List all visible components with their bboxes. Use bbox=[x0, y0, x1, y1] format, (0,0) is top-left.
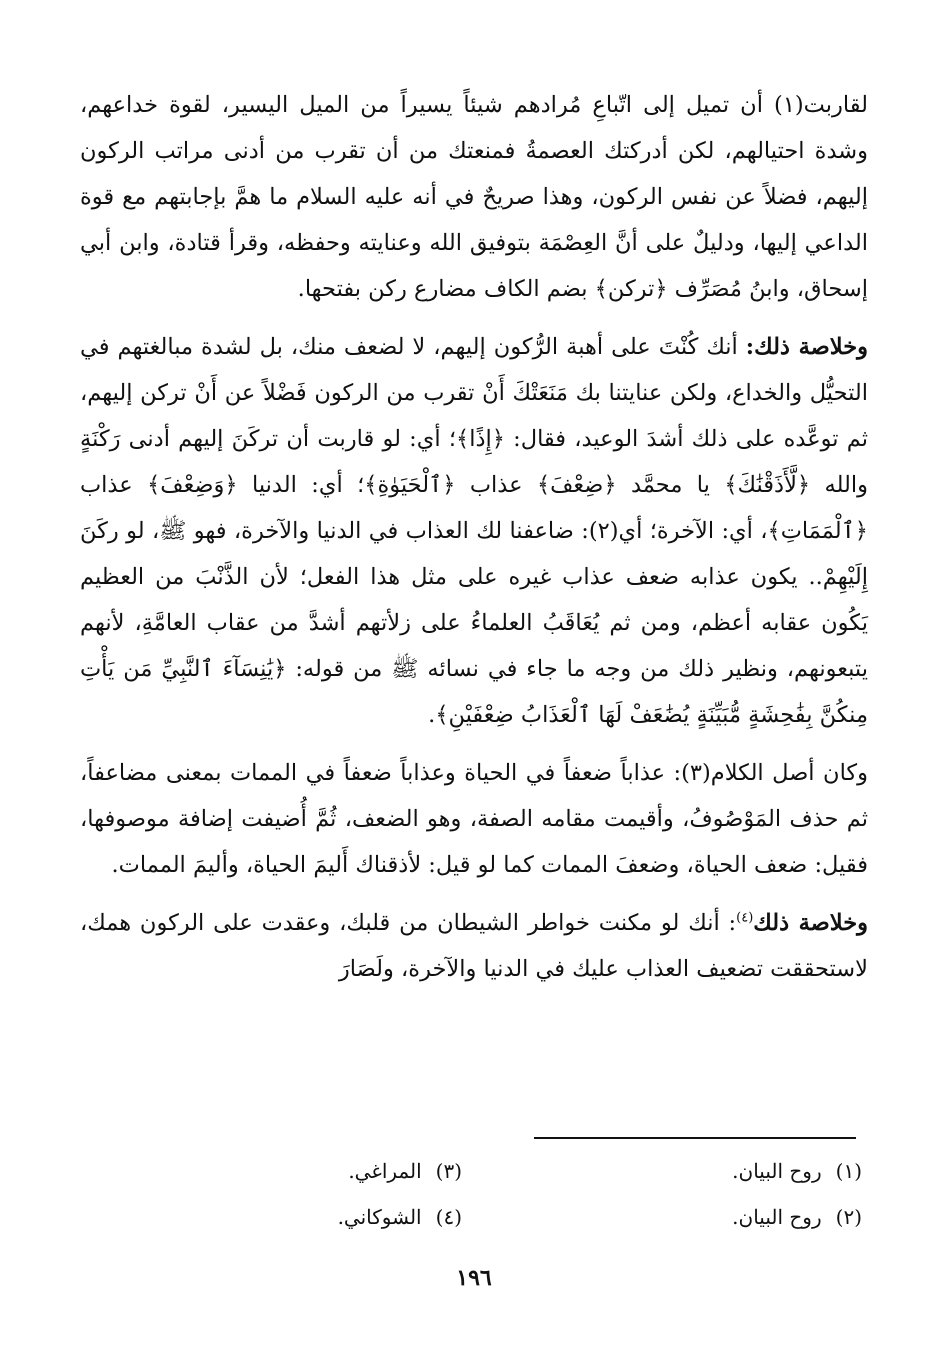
footnote-1 bbox=[462, 1154, 862, 1188]
footnote-1-number: (١) bbox=[835, 1159, 862, 1183]
page-body bbox=[80, 82, 868, 992]
page-number: ١٩٦ bbox=[456, 1265, 492, 1291]
paragraph-2 bbox=[80, 324, 868, 738]
footnote-2-number: (٢) bbox=[835, 1205, 862, 1229]
footnote-2 bbox=[462, 1200, 862, 1234]
paragraph-1-text: لقاربت(١) أن تميل إلى اتّباعِ مُرادهم شيئاً يسيراً من الميل اليسير، لقوة خداعهم، وشدة احتيالهم، لكن أدركتك العصمةُ فمنعتك من أن تقرب من أدنى مراتب الركون إليهم، فضلاً عن نفس الركون، وهذا صريحٌ في أنه عليه السلام ما همَّ بإجابتهم مع قوة الداعي إليها، ودليلٌ على أنَّ العِصْمَة بتوفيق الله وعنايته وحفظه، وقرأ قتادة، وابن أبي إسحاق، وابنُ مُصَرِّف ﴿تركن﴾ بضم الكاف مضارع ركن بفتحها. bbox=[80, 92, 868, 302]
paragraph-4-lead: وخلاصة ذلك bbox=[753, 910, 868, 936]
paragraph-4-text: : أنك لو مكنت خواطر الشيطان من قلبك، وعقدت على الركون همك، لاستحققت تضعيف العذاب عليك في الدنيا والآخرة، ولَصَارَ bbox=[80, 910, 868, 982]
footnote-4-number: (٤) bbox=[435, 1205, 462, 1229]
paragraph-2-text: أنك كُنْتَ على أهبة الرُّكون إليهم، لا لضعف منك، بل لشدة مبالغتهم في التحيُّل والخداع، ولكن عنايتنا بك مَنَعَتْكَ أَنْ تقرب من الركون فَضْلاً عن أَنْ تركن إليهم، ثم توعَّده على ذلك أشدَ الوعيد، فقال: ﴿إِذًا﴾؛ أي: لو قاربت أن تركَنَ إليهم أدنى رَكْنَةٍ والله ﴿لَّأَذَقْنَٰكَ﴾ يا محمَّد ﴿ضِعْفَ﴾ عذاب ﴿ٱلْحَيَوٰةِ﴾؛ أي: الدنيا ﴿وَضِعْفَ﴾ عذاب ﴿ٱلْمَمَاتِ﴾، أي: الآخرة؛ أي(٢): ضاعفنا لك العذاب في الدنيا والآخرة، فهو ﷺ، لو ركَنَ إِلَيْهِمْ.. يكون عذابه ضعف عذاب غيره على مثل هذا الفعل؛ لأن الذَّنْبَ من العظيم يَكُون عقابه أعظم، ومن ثم يُعَاقَبُ العلماءُ على زلأتهم أشدَّ من عقاب العامَّةِ، لأنهم يتبعونهم، ونظير ذلك من وجه ما جاء في نسائه ﷺ من قوله: ﴿يَٰنِسَآءَ ٱلنَّبِيِّ مَن يَأْتِ مِنكُنَّ بِفَٰحِشَةٍ مُّبَيِّنَةٍ يُضَٰعَفْ لَهَا ٱلْعَذَابُ ضِعْفَيْنِ﴾. bbox=[80, 334, 868, 728]
footnote-2-text: روح البيان. bbox=[732, 1205, 822, 1229]
footnote-3-text: المراغي. bbox=[348, 1159, 422, 1183]
paragraph-4-footnote-ref: (٤) bbox=[736, 910, 754, 926]
footnote-3 bbox=[80, 1154, 462, 1188]
paragraph-2-lead: وخلاصة ذلك: bbox=[745, 334, 868, 360]
footnotes bbox=[80, 1154, 862, 1234]
footnote-4 bbox=[80, 1200, 462, 1234]
paragraph-3 bbox=[80, 750, 868, 888]
paragraph-1 bbox=[80, 82, 868, 312]
footnote-3-number: (٣) bbox=[435, 1159, 462, 1183]
footnote-1-text: روح البيان. bbox=[732, 1159, 822, 1183]
paragraph-3-text: وكان أصل الكلام(٣): عذاباً ضعفاً في الحياة وعذاباً ضعفاً في الممات بمعنى مضاعفاً، ثم حذف المَوْصُوفُ، وأقيمت مقامه الصفة، وهو الضعف، ثُمَّ أُضيفت إضافة موصوفها، فقيل: ضعف الحياة، وضعفَ الممات كما لو قيل: لأذقناك أَليمَ الحياة، وأليمَ الممات. bbox=[80, 760, 868, 878]
footnote-divider bbox=[534, 1137, 856, 1139]
footnote-4-text: الشوكاني. bbox=[337, 1205, 422, 1229]
paragraph-4 bbox=[80, 900, 868, 992]
